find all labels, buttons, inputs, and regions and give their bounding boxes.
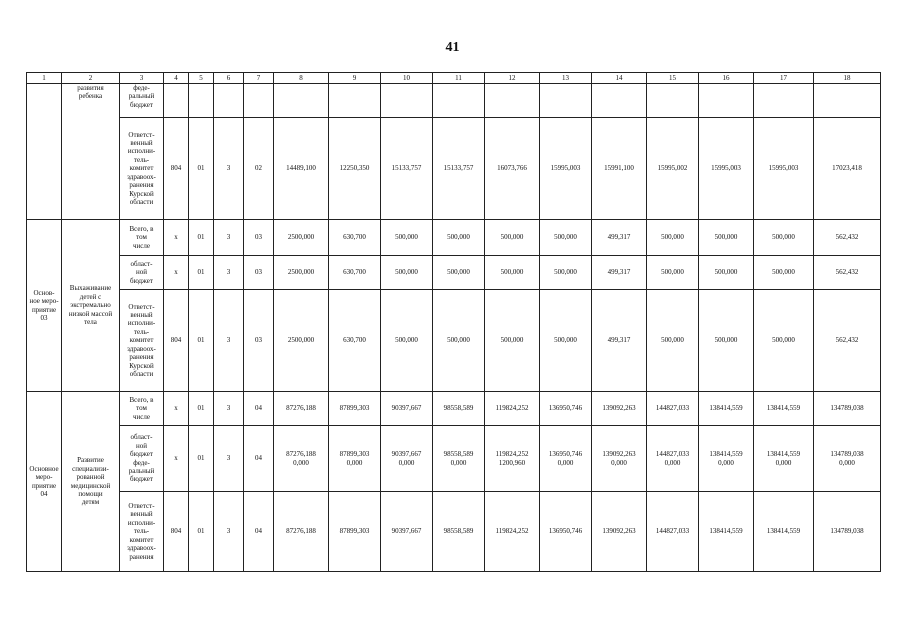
table-cell: 134789,038 — [814, 492, 881, 572]
table-cell: 138414,559 — [754, 492, 814, 572]
table-cell: 138414,559 0,000 — [754, 426, 814, 492]
table-cell: 2500,000 — [274, 290, 329, 392]
empty-cell — [592, 84, 647, 118]
table-cell: 87276,188 — [274, 492, 329, 572]
table-cell: x — [164, 220, 189, 256]
table-cell: 630,700 — [329, 220, 381, 256]
funding-source: Ответст- венный исполни- тель- комитет здравоох- ранения Курской области — [120, 118, 164, 220]
column-header: 17 — [754, 73, 814, 84]
empty-cell — [814, 84, 881, 118]
table-cell: 499,317 — [592, 220, 647, 256]
table-cell: 138414,559 — [699, 492, 754, 572]
table-cell: 500,000 — [699, 290, 754, 392]
table-body — [27, 73, 881, 572]
table-cell: 630,700 — [329, 290, 381, 392]
column-header: 3 — [120, 73, 164, 84]
table-cell: 500,000 — [540, 256, 592, 290]
table-cell: 01 — [189, 290, 214, 392]
funding-source: област- ной бюджет — [120, 256, 164, 290]
table-cell: 500,000 — [699, 256, 754, 290]
table-cell: 562,432 — [814, 256, 881, 290]
column-header: 2 — [62, 73, 120, 84]
table-cell: 500,000 — [647, 256, 699, 290]
column-header: 8 — [274, 73, 329, 84]
column-header: 14 — [592, 73, 647, 84]
table-cell: 3 — [214, 256, 244, 290]
table-cell: 90397,667 — [381, 392, 433, 426]
table-cell: 500,000 — [647, 290, 699, 392]
table-cell: 03 — [244, 220, 274, 256]
table-row — [27, 426, 881, 492]
empty-cell — [164, 84, 189, 118]
table-row — [27, 392, 881, 426]
empty-cell — [274, 84, 329, 118]
table-cell: 15995,003 — [699, 118, 754, 220]
table-cell: 119824,252 — [485, 492, 540, 572]
table-row — [27, 118, 881, 220]
table-cell: 04 — [244, 392, 274, 426]
table-cell: 500,000 — [540, 290, 592, 392]
table-cell: 01 — [189, 392, 214, 426]
table-cell: 12250,350 — [329, 118, 381, 220]
page-number: 41 — [445, 40, 460, 55]
column-header: 11 — [433, 73, 485, 84]
table-cell: 136950,746 — [540, 492, 592, 572]
table-row — [27, 84, 881, 118]
table-cell: 87899,303 0,000 — [329, 426, 381, 492]
table-cell: 804 — [164, 118, 189, 220]
table-cell: 01 — [189, 118, 214, 220]
measure-code: Основ- ное меро- приятие 03 — [27, 220, 62, 392]
column-header: 18 — [814, 73, 881, 84]
table-cell: 15133,757 — [381, 118, 433, 220]
table-cell: 15133,757 — [433, 118, 485, 220]
table-cell: 15995,002 — [647, 118, 699, 220]
table-cell: 500,000 — [433, 290, 485, 392]
empty-cell — [540, 84, 592, 118]
table-cell: 144827,033 0,000 — [647, 426, 699, 492]
measure-name: развития ребенка — [62, 84, 120, 220]
empty-cell — [189, 84, 214, 118]
table-cell: 804 — [164, 290, 189, 392]
table-cell: x — [164, 256, 189, 290]
table-cell: 630,700 — [329, 256, 381, 290]
table-cell: 500,000 — [381, 290, 433, 392]
table-cell: 03 — [244, 290, 274, 392]
table-cell: 3 — [214, 220, 244, 256]
table-cell: 144827,033 — [647, 392, 699, 426]
table-cell: 2500,000 — [274, 220, 329, 256]
table-cell: 500,000 — [485, 290, 540, 392]
table-cell: 500,000 — [754, 290, 814, 392]
empty-cell — [214, 84, 244, 118]
funding-source: област- ной бюджет феде- ральный бюджет — [120, 426, 164, 492]
table-row — [27, 73, 881, 84]
table-cell: 14489,100 — [274, 118, 329, 220]
empty-cell — [433, 84, 485, 118]
funding-source: Всего, в том числе — [120, 220, 164, 256]
table-cell: 139092,263 — [592, 392, 647, 426]
table-cell: 90397,667 0,000 — [381, 426, 433, 492]
measure-code: Основное меро- приятие 04 — [27, 392, 62, 572]
table-cell: 15995,003 — [540, 118, 592, 220]
table-cell: 87899,303 — [329, 492, 381, 572]
table-cell: 138414,559 0,000 — [699, 426, 754, 492]
table-cell: 98558,589 0,000 — [433, 426, 485, 492]
empty-cell — [27, 84, 62, 220]
table-cell: 01 — [189, 220, 214, 256]
empty-cell — [647, 84, 699, 118]
table-cell: 3 — [214, 492, 244, 572]
measure-name: Развитие специализи- рованной медицинской помощи детям — [62, 392, 120, 572]
table-row — [27, 220, 881, 256]
column-header: 10 — [381, 73, 433, 84]
column-header: 5 — [189, 73, 214, 84]
empty-cell — [485, 84, 540, 118]
empty-cell — [381, 84, 433, 118]
table-cell: 90397,667 — [381, 492, 433, 572]
column-header: 1 — [27, 73, 62, 84]
table-row — [27, 290, 881, 392]
table-cell: 499,317 — [592, 290, 647, 392]
table-cell: 119824,252 — [485, 392, 540, 426]
measure-name: Выхаживание детей с экстремально низкой массой тела — [62, 220, 120, 392]
table-cell: 138414,559 — [754, 392, 814, 426]
table-cell: 562,432 — [814, 290, 881, 392]
column-header: 15 — [647, 73, 699, 84]
column-header: 13 — [540, 73, 592, 84]
table-cell: 04 — [244, 492, 274, 572]
table-cell: 500,000 — [485, 256, 540, 290]
table-row — [27, 256, 881, 290]
table-cell: 138414,559 — [699, 392, 754, 426]
table-cell: 01 — [189, 256, 214, 290]
funding-source: Всего, в том числе — [120, 392, 164, 426]
column-header: 9 — [329, 73, 381, 84]
column-header: 12 — [485, 73, 540, 84]
table-cell: 500,000 — [647, 220, 699, 256]
table-cell: 499,317 — [592, 256, 647, 290]
funding-source: Ответст- венный исполни- тель- комитет здравоох- ранения Курской области — [120, 290, 164, 392]
empty-cell — [329, 84, 381, 118]
table-cell: 3 — [214, 392, 244, 426]
table-cell: 15995,003 — [754, 118, 814, 220]
table-cell: 139092,263 — [592, 492, 647, 572]
table-cell: 144827,033 — [647, 492, 699, 572]
table-cell: 500,000 — [754, 256, 814, 290]
funding-source: феде- ральный бюджет — [120, 84, 164, 118]
table-cell: 04 — [244, 426, 274, 492]
table-cell: 2500,000 — [274, 256, 329, 290]
table-cell: 500,000 — [540, 220, 592, 256]
table-cell: 3 — [214, 118, 244, 220]
budget-table — [26, 72, 881, 572]
table-cell: x — [164, 426, 189, 492]
table-cell: 139092,263 0,000 — [592, 426, 647, 492]
column-header: 7 — [244, 73, 274, 84]
table-cell: 01 — [189, 426, 214, 492]
table-cell: 500,000 — [699, 220, 754, 256]
table-cell: 17023,418 — [814, 118, 881, 220]
table-cell: 804 — [164, 492, 189, 572]
table-cell: 01 — [189, 492, 214, 572]
table-cell: 500,000 — [381, 220, 433, 256]
table-cell: 15991,100 — [592, 118, 647, 220]
table-cell: 500,000 — [754, 220, 814, 256]
table-cell: 3 — [214, 290, 244, 392]
table-cell: 136950,746 — [540, 392, 592, 426]
table-cell: 03 — [244, 256, 274, 290]
table-cell: 98558,589 — [433, 492, 485, 572]
column-header: 4 — [164, 73, 189, 84]
empty-cell — [754, 84, 814, 118]
empty-cell — [699, 84, 754, 118]
table-cell: 87276,188 — [274, 392, 329, 426]
table-cell: 500,000 — [485, 220, 540, 256]
table-cell: 134789,038 — [814, 392, 881, 426]
table-cell: 02 — [244, 118, 274, 220]
empty-cell — [244, 84, 274, 118]
table-cell: 16073,766 — [485, 118, 540, 220]
table-cell: 87276,188 0,000 — [274, 426, 329, 492]
table-cell: 500,000 — [381, 256, 433, 290]
table-cell: 98558,589 — [433, 392, 485, 426]
table-cell: 134789,038 0,000 — [814, 426, 881, 492]
column-header: 6 — [214, 73, 244, 84]
table-cell: 3 — [214, 426, 244, 492]
table-cell: 119824,252 1200,960 — [485, 426, 540, 492]
table-cell: 136950,746 0,000 — [540, 426, 592, 492]
table-cell: x — [164, 392, 189, 426]
table-cell: 500,000 — [433, 256, 485, 290]
table-cell: 562,432 — [814, 220, 881, 256]
table-cell: 500,000 — [433, 220, 485, 256]
funding-source: Ответст- венный исполни- тель- комитет здравоох- ранения — [120, 492, 164, 572]
table-cell: 87899,303 — [329, 392, 381, 426]
table-row — [27, 492, 881, 572]
column-header: 16 — [699, 73, 754, 84]
